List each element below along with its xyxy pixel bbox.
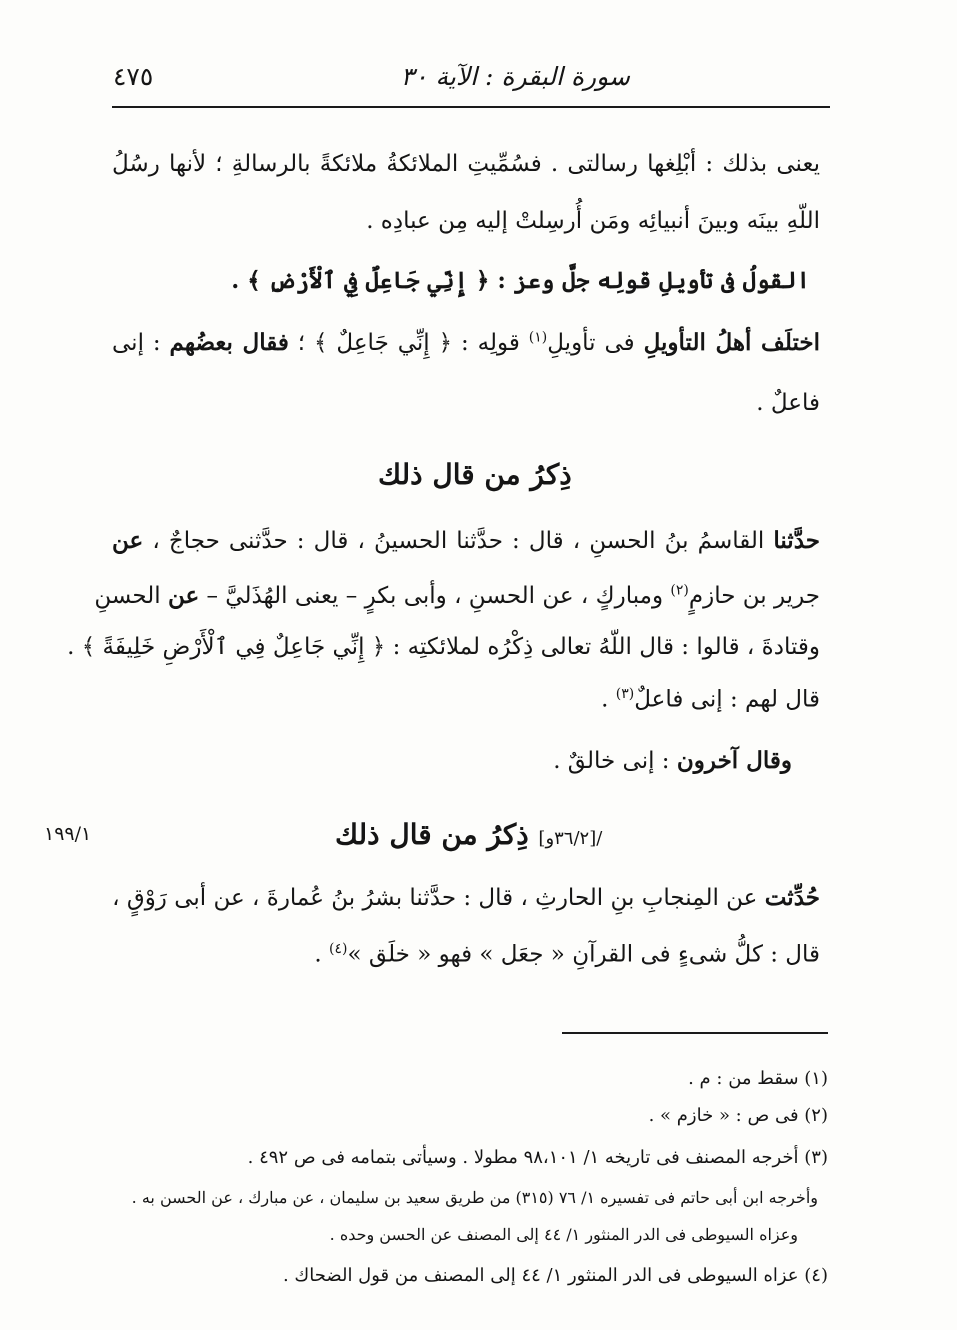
bold-run: عن bbox=[167, 582, 200, 609]
footnote: (٣) أخرجه المصنف فى تاريخه ١/ ٩٨،١٠١ مطولا . وسيأتى بتمامه فى ص ٤٩٢ . bbox=[247, 1147, 828, 1168]
footnote: وعزاه السيوطى فى الدر المنثور ١/ ٤٤ إلى المصنف عن الحسن وحده . bbox=[329, 1225, 798, 1244]
footnote-marker: (٤) bbox=[329, 941, 348, 957]
paragraph-line: فاعلٌ . bbox=[756, 390, 820, 416]
footnote-marker: (٣) bbox=[615, 686, 635, 702]
bold-lead: حُدِّثت bbox=[764, 884, 820, 911]
volume-page-ref: /[٣٦/٢و] bbox=[538, 828, 603, 849]
footnote: (٢) فى ص : « خازم » . bbox=[648, 1105, 828, 1126]
section-heading: ذِكرُ من قال ذلك bbox=[378, 458, 572, 491]
paragraph-line bbox=[314, 941, 820, 968]
text-run: : إنى خالقٌ . bbox=[553, 748, 677, 774]
footnote-marker: (١) bbox=[528, 329, 548, 346]
text-run: جرير بن حازمٍ bbox=[688, 583, 820, 609]
bold-run: عن bbox=[112, 527, 144, 554]
bold-lead: اختلَف أهلُ التأويلِ bbox=[643, 329, 821, 356]
paragraph-line bbox=[112, 884, 820, 911]
footnote-marker: (٢) bbox=[670, 582, 689, 599]
paragraph-line: يعنى بذلك : أبْلِغها رسالتى . فسُمِّيتِ الملائكةُ ملائكةً بالرسالةِ ؛ لأنها رسُلُ bbox=[112, 151, 820, 177]
bold-lead: حدَّثنا bbox=[773, 527, 820, 554]
text-run: : إنى bbox=[112, 330, 170, 356]
header-rule bbox=[112, 106, 830, 108]
paragraph-line bbox=[94, 582, 820, 609]
paragraph-line: وقتادةَ ، قالوا : قال اللّهُ تعالى ذِكْرُه لملائكتِه : ﴿ إِنِّي جَاعِلٌ فِي ٱلْأَرْضِ خَلِيفَةً ﴾ . bbox=[67, 634, 820, 660]
footnote: (٤) عزاه السيوطى فى الدر المنثور ١/ ٤٤ إلى المصنف من قول الضحاك . bbox=[282, 1265, 828, 1286]
heading-text: ذِكرُ من قال ذلك bbox=[335, 818, 529, 851]
section-heading bbox=[335, 818, 602, 851]
bold-run: فقال بعضُهم bbox=[169, 329, 289, 356]
paragraph-line bbox=[112, 329, 820, 356]
margin-reference: ١٩٩/١ bbox=[44, 823, 92, 845]
text-run: القاسمُ بنُ الحسنِ ، قال : حدَّثنا الحسينُ ، قال : حدَّثنى حجاجٌ ، bbox=[143, 528, 774, 554]
paragraph-line bbox=[601, 686, 820, 713]
section-line: القولُ فى تأويلِ قولِه جلَّ وعز : ﴿ إِنِّي جَاعِلٌ فِي ٱلْأَرْضِ ﴾ . bbox=[231, 267, 810, 294]
text-run: عن المِنجابِ بنِ الحارثِ ، قال : حدَّثنا بشرُ بنُ عُمارةَ ، عن أبى رَوْقٍ ، bbox=[112, 885, 765, 911]
footnote: وأخرجه ابن أبى حاتم فى تفسيره ١/ ٧٦ (٣١٥) من طريق سعيد بن سليمان ، عن مبارك ، عن الحسن به . bbox=[131, 1188, 818, 1207]
text-run: . bbox=[314, 941, 330, 968]
footnote-rule bbox=[562, 1032, 828, 1034]
footnote: (١) سقط من : م . bbox=[688, 1068, 828, 1089]
text-run: قال : كلُّ شىءٍ فى القرآنِ « جعَل » فهو « خلَق » bbox=[347, 941, 820, 968]
running-title: سورة البقرة : الآية ٣٠ bbox=[400, 62, 630, 91]
bold-lead: وقال آخرون bbox=[676, 747, 792, 774]
paragraph-line: اللّهِ بينَه وبينَ أنبيائِه ومَن أُرسِلتْ إليه مِن عبادِه . bbox=[366, 208, 820, 234]
page-number: ٤٧٥ bbox=[113, 62, 154, 91]
text-run: . bbox=[601, 686, 616, 713]
text-run: قولِه : ﴿ إِنِّي جَاعِلٌ ﴾ ؛ bbox=[288, 330, 529, 356]
text-run: الحسنِ bbox=[94, 583, 168, 609]
text-run: فى تأويلِ bbox=[547, 330, 644, 356]
text-run: ومباركٍ ، عن الحسنِ ، وأبى بكرٍ – يعنى الهُذَليَّ – bbox=[199, 583, 671, 609]
paragraph-line bbox=[112, 527, 820, 554]
text-run: قال لهم : إنى فاعلٌ bbox=[634, 686, 820, 713]
paragraph-line bbox=[553, 747, 792, 774]
